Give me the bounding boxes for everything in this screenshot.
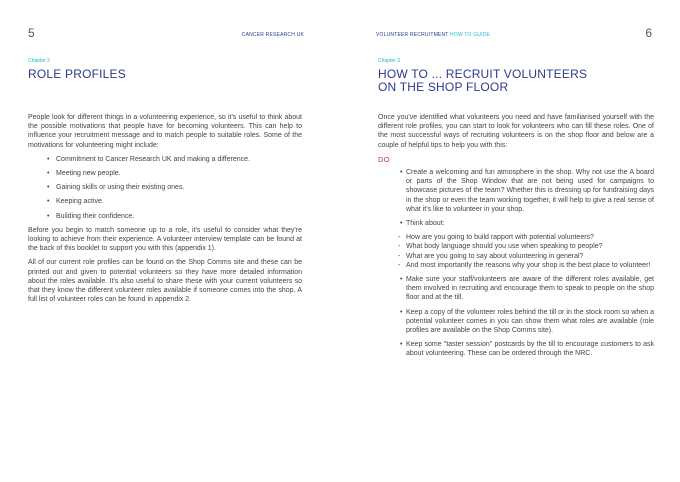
running-head-accent: HOW TO GUIDE	[450, 32, 491, 38]
list-item: - How are you going to build rapport with potential volunteers?	[406, 233, 654, 242]
page-number-right: 6	[645, 26, 652, 40]
questions-list	[378, 233, 654, 270]
list-item: • Keeping active.	[56, 197, 302, 206]
title-line-2: ON THE SHOP FLOOR	[378, 80, 509, 94]
motivations-list	[28, 155, 302, 221]
left-intro: People look for different things in a volunteering experience, so it's useful to think about the possible motivations that people have for becoming volunteers. This can help to influence your recruitment message and to match people to suitable roles. Some of the motivations for volunteering might include:	[28, 114, 302, 149]
right-body	[378, 113, 654, 364]
list-item: • Keep a copy of the volunteer roles behind the till or in the stock room so when a potential volunteer comes in you can show them what roles are available (role profiles are available on the Shop Comms site).	[406, 308, 654, 336]
page-title-left: ROLE PROFILES	[28, 67, 126, 81]
list-item: • Keep some "taster session" postcards by the till to encourage customers to ask about volunteering. These can be ordered through the NRC.	[406, 340, 654, 358]
running-head-left: CANCER RESEARCH UK	[241, 32, 304, 38]
list-item: - What body language should you use when speaking to people?	[406, 242, 654, 251]
running-head-right	[376, 32, 490, 38]
list-item	[406, 219, 654, 228]
left-body	[28, 113, 302, 309]
list-item: • Commitment to Cancer Research UK and making a difference.	[56, 155, 302, 164]
running-head-main: VOLUNTEER RECRUITMENT	[376, 32, 449, 38]
list-item: • Meeting new people.	[56, 169, 302, 178]
list-item: - What are you going to say about volunteering in general?	[406, 252, 654, 261]
chapter-label-right: Chapter 3	[378, 58, 400, 64]
list-item: • Create a welcoming and fun atmosphere in the shop. Why not use the A board or parts of the Shop Window that are not being used for campaigns to showcase pictures of the team? Whether this is dressing up for fundraising days in the shop or even the team working together, it will help to give a real sense of what it's like to volunteer in your shop.	[406, 168, 654, 214]
left-paragraph-2: Before you begin to match someone up to a role, it's useful to consider what they're looking to achieve from their experience. A volunteer interview template can be found at the back of this booklet to support you with this (appendix 1).	[28, 226, 302, 253]
list-item: • Building their confidence.	[56, 212, 302, 221]
page-title-right	[378, 68, 638, 94]
think-about-label: Think about:	[406, 220, 445, 228]
chapter-label-left: Chapter 2	[28, 58, 50, 64]
list-item: - And most importantly the reasons why your shop is the best place to volunteer!	[406, 261, 654, 270]
list-item: • Make sure your staff/volunteers are aware of the different roles available, get them involved in recruiting and encourage them to speak to people on the shop floor and at the till.	[406, 275, 654, 303]
page-number-left: 5	[28, 26, 35, 40]
tips-list	[378, 168, 654, 228]
left-paragraph-3: All of our current role profiles can be found on the Shop Comms site and these can be printed out and given to potential volunteers so they have more detailed information about the roles available. It's also useful to share these with your current volunteers so that they know the different volunteer roles available if someone comes into the shop. A full list of volunteer roles can be found in appendix 2.	[28, 259, 302, 304]
do-label: DO	[378, 154, 390, 164]
list-item: • Gaining skills or using their existing ones.	[56, 183, 302, 192]
title-line-1: HOW TO ... RECRUIT VOLUNTEERS	[378, 67, 588, 81]
right-intro: Once you've identified what volunteers you need and have familiarised yourself with the different role profiles, you can start to look for volunteers who can fill these roles. One of the most successful ways of recruiting volunteers is on the shop floor and below are a couple of helpful tips to help you with this:	[378, 114, 654, 149]
tips-list-continued	[378, 275, 654, 359]
